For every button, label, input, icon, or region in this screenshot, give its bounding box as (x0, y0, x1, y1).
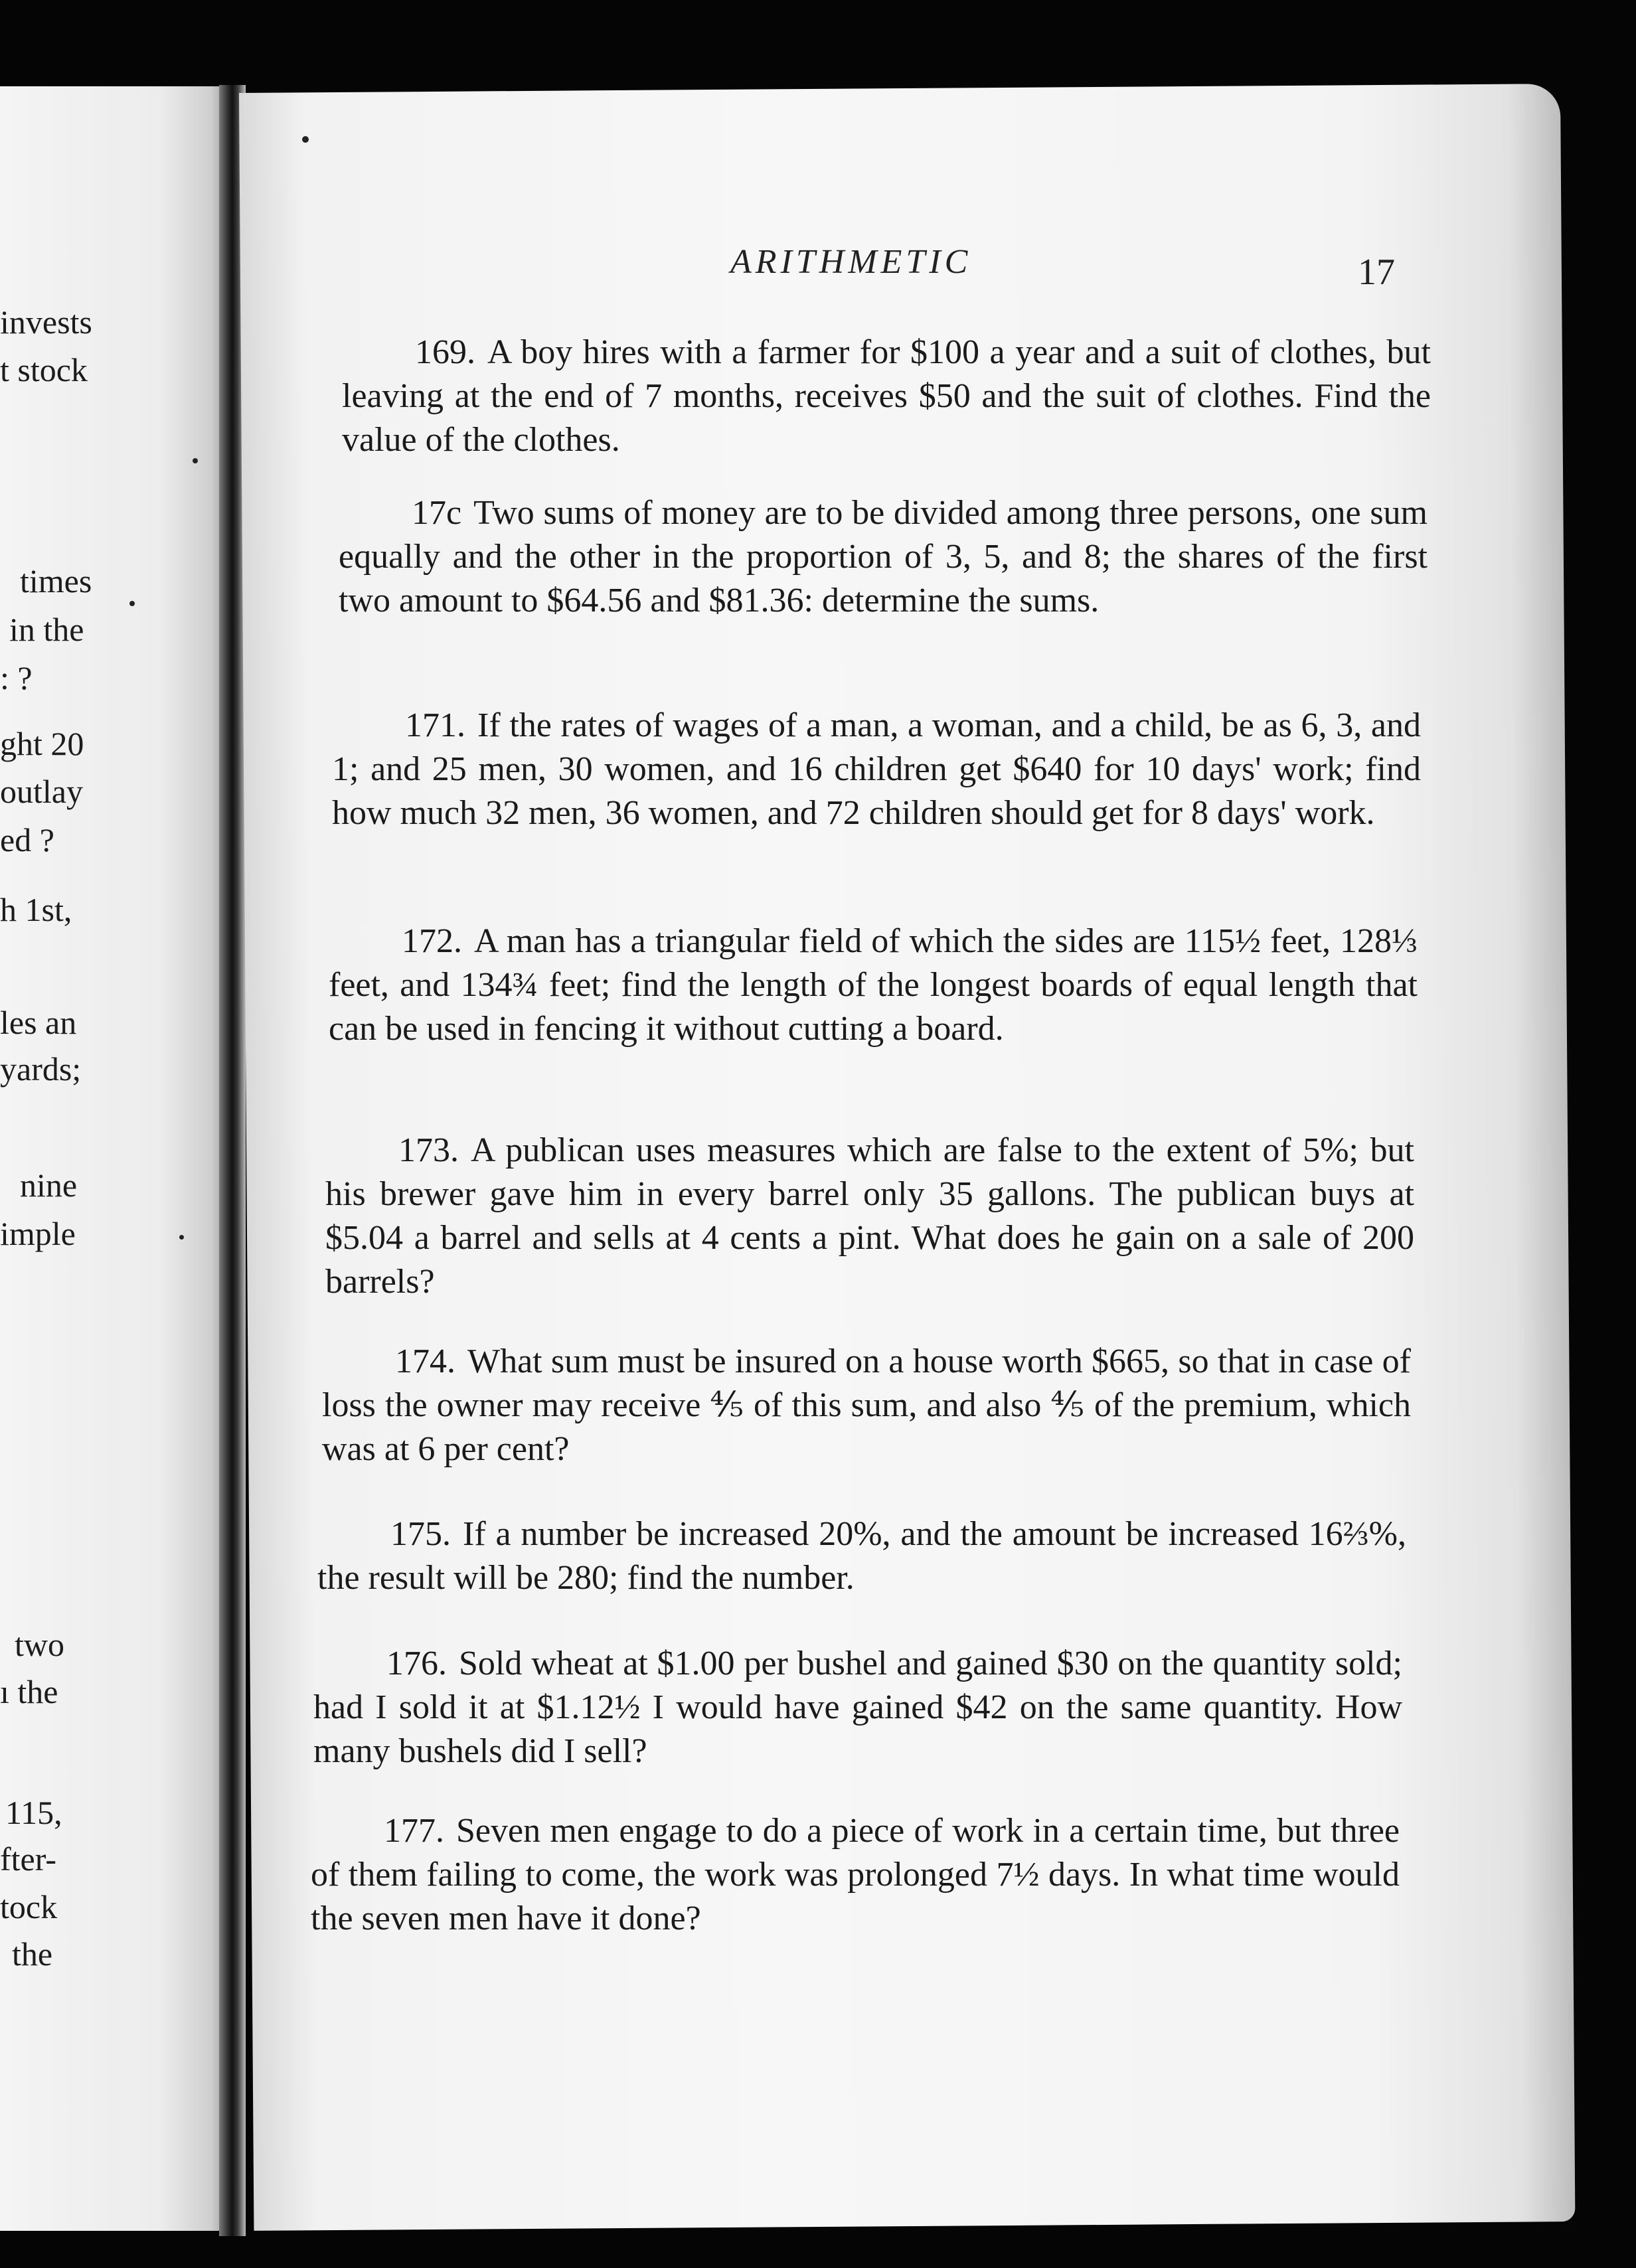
problem-172 (329, 920, 1418, 1051)
problem-text: Sold wheat at $1.00 per bushel and gained $30 on the quantity sold; had I sold it at $1.12½ I would have gained $42 on the same quantity. How many bushels did I sell? (313, 1645, 1402, 1770)
left-fragment: t stock (0, 351, 88, 388)
problem-text: A man has a triangular field of which the sides are 115½ feet, 128⅓ feet, and 134¾ feet; find the length of the longest boards of equal length that can be used in fencing it without cutting a board. (329, 922, 1418, 1048)
left-fragment: nine (20, 1167, 78, 1204)
left-fragment: outlay (0, 773, 83, 810)
left-fragment: 115, (5, 1794, 62, 1831)
problem-177 (311, 1809, 1400, 1941)
problem-174 (322, 1340, 1411, 1471)
problem-number: 174. (395, 1342, 455, 1380)
left-fragment: the (12, 1935, 53, 1973)
left-fragment: in the (9, 611, 84, 648)
problem-173 (325, 1129, 1414, 1304)
running-head: ARITHMETIC (730, 243, 972, 281)
problem-number: 175. (390, 1515, 451, 1553)
left-fragment: imple (0, 1215, 76, 1252)
problem-text: If the rates of wages of a man, a woman, and a child, be as 6, 3, and 1; and 25 men, 30 women, and 16 children get $640 for 10 days' work; find how much 32 men, 36 women, and 72 children should get for 8 days' work. (332, 706, 1421, 832)
problem-text: Two sums of money are to be divided among three persons, one sum equally and the other in the proportion of 3, 5, and 8; the shares of the first two amount to $64.56 and $81.36: determine the sums. (339, 494, 1428, 619)
problem-176 (313, 1642, 1402, 1773)
problem-number: 177. (384, 1812, 444, 1850)
left-facing-page (0, 86, 229, 2231)
left-fragment: times (20, 562, 92, 600)
scan-speck (179, 1235, 184, 1240)
problem-text: A boy hires with a farmer for $100 a year and a suit of clothes, but leaving at the end of 7 months, receives $50 and the suit of clothes. Find the value of the clothes. (342, 333, 1431, 459)
left-fragment: ed ? (0, 821, 54, 858)
left-fragment: fter- (0, 1840, 57, 1878)
problem-text: If a number be increased 20%, and the amount be increased 16⅔%, the result will be 280; find the number. (317, 1515, 1406, 1597)
left-fragment: ght 20 (0, 725, 84, 762)
problem-169 (342, 331, 1431, 462)
left-fragment: ı the (0, 1673, 58, 1710)
left-fragment: invests (0, 303, 92, 341)
problem-number: 17c (412, 494, 462, 532)
left-fragment: les an (0, 1004, 77, 1041)
problem-number: 173. (398, 1131, 459, 1169)
scan-speck (302, 136, 309, 143)
left-fragment: : ? (0, 659, 33, 696)
page-number: 17 (1358, 252, 1395, 293)
problem-number: 176. (386, 1645, 447, 1682)
problem-number: 169. (415, 333, 475, 371)
left-fragment: two (15, 1626, 64, 1663)
problem-171 (332, 704, 1421, 835)
left-fragment: yards; (0, 1050, 82, 1088)
problem-170 (339, 491, 1428, 623)
scan-speck (193, 458, 198, 463)
problem-number: 171. (405, 706, 465, 744)
problem-number: 172. (402, 922, 462, 960)
scan-speck (129, 601, 135, 606)
problem-text: Seven men engage to do a piece of work in a certain time, but three of them failing to come, the work was prolonged 7½ days. In what time would the seven men have it done? (311, 1812, 1400, 1937)
left-fragment: tock (0, 1888, 58, 1925)
left-fragment: h 1st, (0, 891, 72, 928)
problem-text: A publican uses measures which are false to the extent of 5%; but his brewer gave him in every barrel only 35 gallons. The publican buys at $5.04 a barrel and sells at 4 cents a pint. What does he gain on a sale of 200 barrels? (325, 1131, 1414, 1301)
problem-175 (317, 1512, 1406, 1600)
problem-text: What sum must be insured on a house worth $665, so that in case of loss the owner may receive ⅘ of this sum, and also ⅘ of the premium, which was at 6 per cent? (322, 1342, 1411, 1468)
